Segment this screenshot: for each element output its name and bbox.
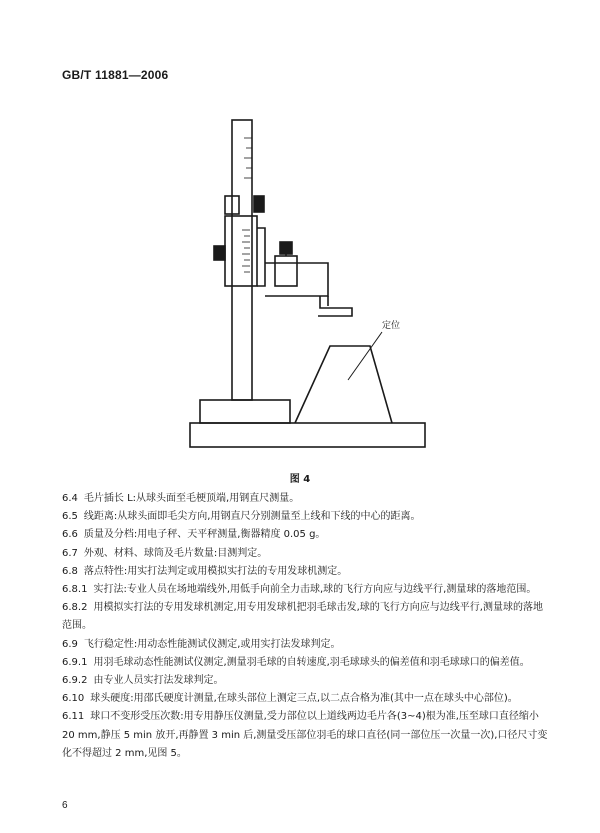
positioning-cone: [295, 346, 392, 423]
clause-6-6: 6.6 质量及分档:用电子秤、天平秤测量,衡器精度 0.05 g。: [62, 529, 326, 541]
clause-6-4: 6.4 毛片插长 L:从球头面至毛梗顶端,用钢直尺测量。: [62, 493, 300, 504]
base-plate: [190, 423, 425, 447]
fine-adjust-knob: [214, 246, 225, 260]
figure-label-positioning: 定位: [382, 321, 401, 331]
scriber-holder: [275, 256, 297, 286]
clause-6-9-2: 6.9.2 由专业人员实打法发球判定。: [62, 675, 224, 687]
clause-6-8: 6.8 落点特性:用实打法判定或用模拟实打法的专用发球机测定。: [62, 565, 348, 577]
clauses-section: [62, 490, 552, 763]
holder-knob: [280, 242, 292, 254]
clause-6-7: 6.7 外观、材料、球筒及毛片数量:目测判定。: [62, 547, 268, 559]
vernier-scale: [242, 230, 250, 272]
clause-6-10: 6.10 球头硬度:用邵氏硬度计测量,在球头部位上测定三点,以二点合格为准(其中一点在球头中心部位)。: [62, 693, 518, 705]
clause-6-8-1: 6.8.1 实打法:专业人员在场地端线外,用低手向前全力击球,球的飞行方向应与边线平行,测量球的落地范围。: [62, 584, 537, 596]
upper-knob: [254, 196, 264, 212]
gauge-base-block: [200, 400, 290, 423]
figure-caption: 图 4: [289, 474, 311, 485]
standard-code: GB/T 11881—2006: [62, 68, 169, 82]
page-number: 6: [62, 800, 68, 811]
scriber-blade: [318, 296, 352, 316]
slider-arm: [257, 228, 265, 286]
clause-6-9-1: 6.9.1 用羽毛球动态性能测试仪测定,测量羽毛球的自转速度,羽毛球球头的偏差值和羽毛球球口的偏差值。: [62, 656, 530, 668]
figure-4-drawing: [170, 118, 440, 458]
column-scale: [244, 138, 252, 178]
clause-6-8-2: 6.8.2 用模拟实打法的专用发球机测定,用专用发球机把羽毛球击发,球的飞行方向应与边线平行,测量球的落地范围。: [62, 602, 543, 632]
clause-6-5: 6.5 线距离:从球头面即毛尖方向,用钢直尺分别测量至上线和下线的中心的距离。: [62, 511, 421, 523]
height-gauge-diagram: [170, 118, 440, 458]
clause-6-11: 6.11 球口不变形受压次数:用专用静压仪测量,受力部位以上道线两边毛片各(3~4)根为准,压至球口直径缩小 20 mm,静压 5 min 放开,再静置 3 min 后,测量受压部位羽毛的球口直径(同一部位压一次量一次),口径尺寸变化不得超过 2 mm,见图 5。: [62, 711, 548, 759]
clause-6-9: 6.9 飞行稳定性:用动态性能测试仪测定,或用实打法发球判定。: [62, 638, 341, 650]
